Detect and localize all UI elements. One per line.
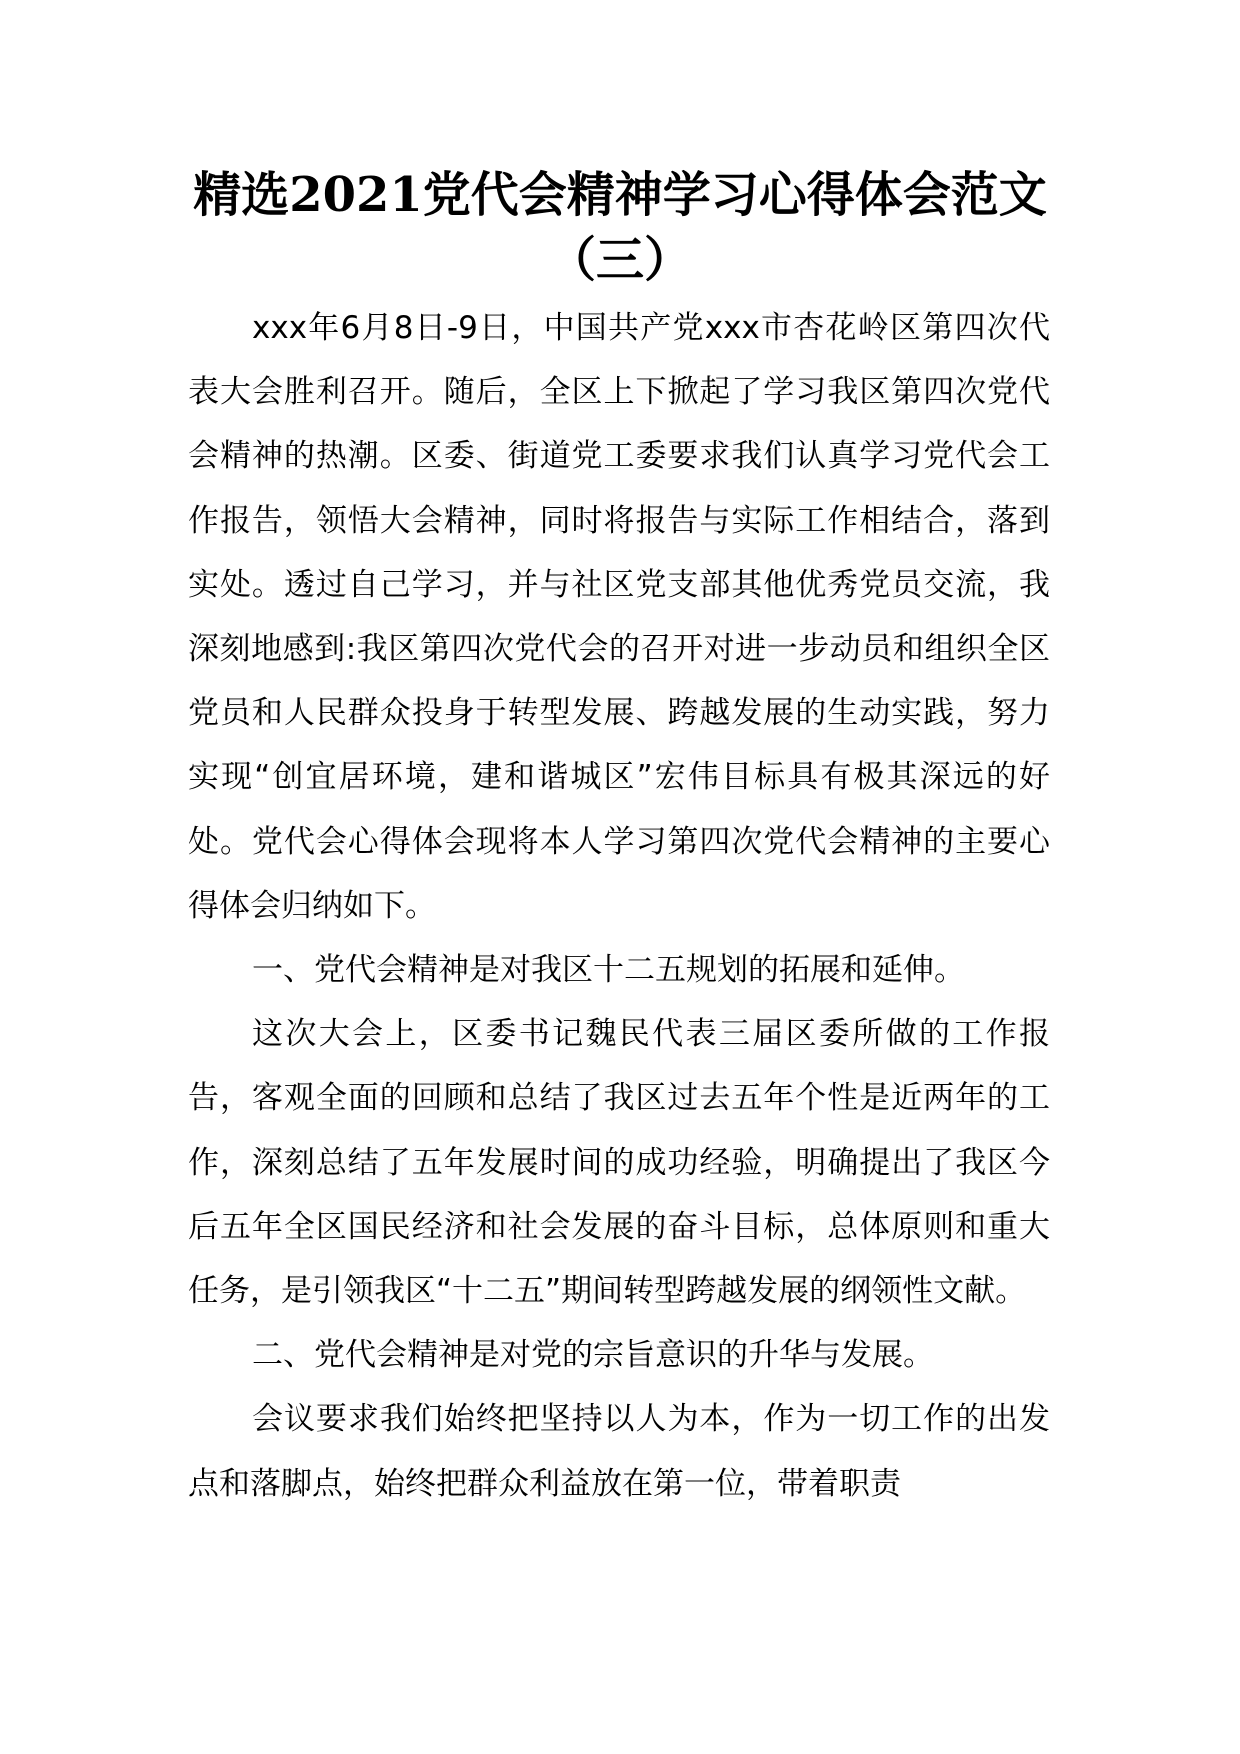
paragraph-section-2: 会议要求我们始终把坚持以人为本，作为一切工作的出发点和落脚点，始终把群众利益放在第一位，带着职责 <box>188 1401 1050 1502</box>
document-body <box>188 296 1050 1516</box>
section-heading-2: 二、党代会精神是对党的宗旨意识的升华与发展。 <box>252 1337 934 1374</box>
document-title-suffix: （三） <box>547 232 692 288</box>
paragraph-intro: xxx年6月8日-9日，中国共产党xxx市杏花岭区第四次代表大会胜利召开。随后，全区上下掀起了学习我区第四次党代会精神的热潮。区委、街道党工委要求我们认真学习党代会工作报告，领悟大会精神，同时将报告与实际工作相结合，落到实处。透过自己学习，并与社区党支部其他优秀党员交流，我深刻地感到:我区第四次党代会的召开对进一步动员和组织全区党员和人民群众投身于转型发展、跨越发展的生动实践，努力实现“创宜居环境，建和谐城区”宏伟目标具有极其深远的好处。党代会心得体会现将本人学习第四次党代会精神的主要心得体会归纳如下。 <box>188 310 1050 924</box>
paragraph-section-1: 这次大会上，区委书记魏民代表三届区委所做的工作报告，客观全面的回顾和总结了我区过去五年个性是近两年的工作，深刻总结了五年发展时间的成功经验，明确提出了我区今后五年全区国民经济和社会发展的奋斗目标，总体原则和重大任务，是引领我区“十二五”期间转型跨越发展的纲领性文献。 <box>188 1016 1050 1310</box>
document-title: 精选2021党代会精神学习心得体会范文 <box>193 167 1047 223</box>
section-heading-1: 一、党代会精神是对我区十二五规划的拓展和延伸。 <box>252 952 965 989</box>
